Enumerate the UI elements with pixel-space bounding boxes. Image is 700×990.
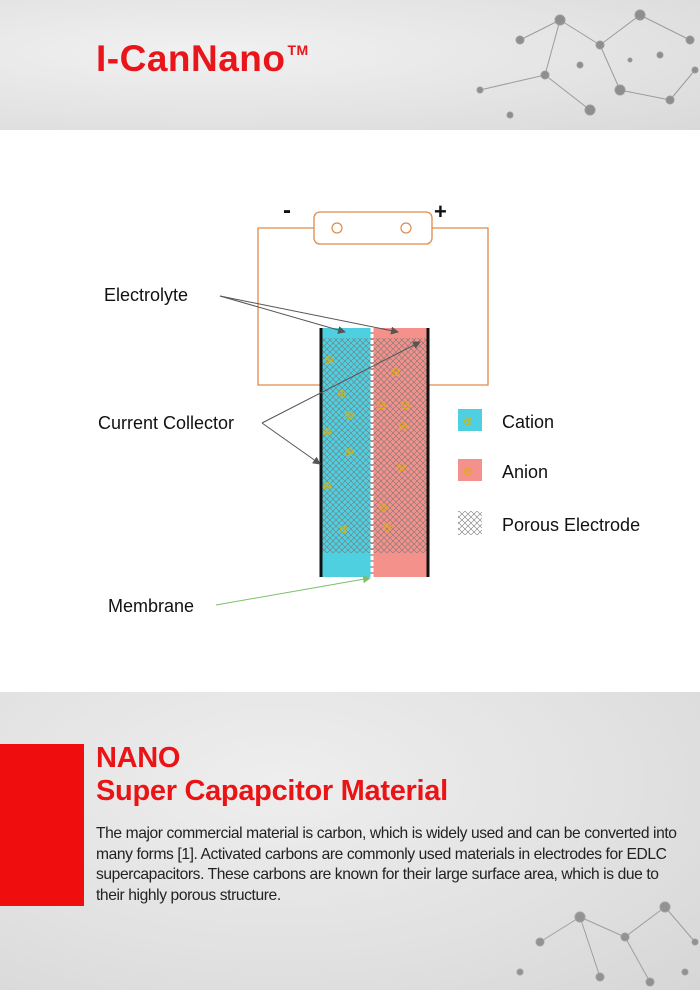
legend-cation-label: Cation [502,412,555,432]
cation-ion: ⊕ [344,445,355,459]
brand-logo [96,38,309,80]
section-body: The major commercial material is carbon, which is widely used and can be converted into many forms [1]. Activated carbons are commonly used materials in electrodes for EDLC supercapacitors. These carbons are known for their large surface area, which is due to their highly porous structure. [96,825,677,904]
cation-ion: ⊕ [339,522,350,536]
membrane-pointer [216,578,370,605]
legend [458,409,640,535]
heading-line-title: Super Capapcitor Material [96,775,448,807]
legend-anion-label: Anion [502,462,549,482]
cation-ion: ⊕ [337,387,348,401]
anion-ion: ⊖ [378,500,389,514]
trademark-mark: TM [287,42,309,58]
porous-swatch [458,511,482,535]
anion-ion: ⊖ [376,398,387,412]
cation-ion: ⊕ [322,479,333,493]
minus-sign: - [283,197,291,224]
header-band [0,0,700,130]
anion-ion: ⊖ [382,520,393,534]
cation-ion: ⊕ [344,408,355,422]
anion-ion: ⊖ [398,419,409,433]
battery [283,197,447,244]
accent-bar [0,744,84,906]
heading-line-nano: NANO [96,742,181,774]
plus-sign: + [434,199,447,224]
cation-ion: ⊕ [324,353,335,367]
electrolyte-label: Electrolyte [104,285,189,305]
supercapacitor-diagram [0,130,700,692]
anion-ion: ⊖ [400,398,411,412]
section-heading [96,742,448,808]
anion-symbol: ⊖ [463,464,474,478]
legend-porous-label: Porous Electrode [502,515,641,535]
membrane-label: Membrane [108,596,195,616]
cation-ion: ⊕ [322,425,333,439]
cation-symbol: ⊕ [463,414,474,428]
brand-name: I-CanNano [96,38,286,79]
current-collector-label: Current Collector [98,413,235,433]
anion-ion: ⊖ [396,460,407,474]
anion-ion: ⊖ [390,365,401,379]
